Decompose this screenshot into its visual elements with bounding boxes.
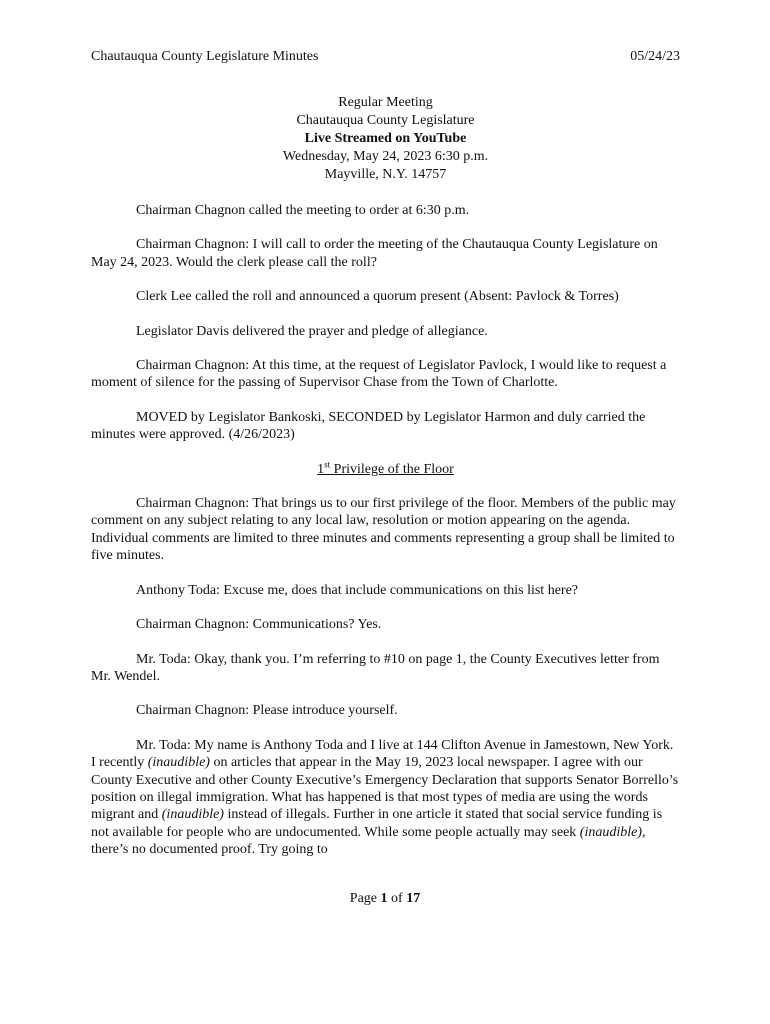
page-label: Page: [349, 891, 381, 906]
inaudible-note: (inaudible),: [579, 824, 646, 840]
text-run: there’s no documented proof. Try going to: [91, 842, 328, 858]
title-block: [91, 94, 680, 184]
paragraph: MOVED by Legislator Bankoski, SECONDED by Legislator Harmon and duly carried the minutes were approved. (4/26/2023): [91, 409, 646, 443]
section-ordinal-suffix: st: [324, 459, 331, 469]
paragraph: Chairman Chagnon: Communications? Yes.: [136, 617, 382, 633]
meeting-type: Regular Meeting: [338, 95, 433, 110]
text-run: Mr. Toda: My name is Anthony Toda and I live at 144 Clifton Avenue in Jamestown, New York. I recently: [91, 737, 674, 771]
running-header-date: 05/24/23: [630, 49, 680, 64]
paragraph: Chairman Chagnon: That brings us to our first privilege of the floor. Members of the public may comment on any subject relating to any local law, resolution or motion appearing on the agenda. Individual comments are limited to three minutes and comments representing a group shall be limited to five minutes.: [91, 496, 676, 564]
paragraph: Chairman Chagnon: I will call to order the meeting of the Chautauqua County Legislature on May 24, 2023. Would the clerk please call the roll?: [91, 237, 658, 270]
section-number: 1: [317, 461, 325, 477]
body-name: Chautauqua County Legislature: [296, 113, 475, 128]
paragraph: Clerk Lee called the roll and announced a quorum present (Absent: Pavlock & Torres): [136, 289, 619, 305]
inaudible-note: (inaudible): [147, 755, 210, 771]
text-run: instead of illegals. Further in one article it stated that social service funding is not available for people who are undocumented. While some people actually may seek: [91, 807, 663, 840]
text-run: on articles that appear in the May 19, 2023 local newspaper. I agree with our County Executive and other County Executive’s Emergency Declaration that supports Senator Borrello’s position on illegal immigration. What has happened is that most types of media are using the words migrant and: [91, 755, 679, 823]
paragraph: Legislator Davis delivered the prayer and pledge of allegiance.: [136, 323, 488, 339]
meeting-datetime: Wednesday, May 24, 2023 6:30 p.m.: [282, 149, 489, 164]
paragraph: Mr. Toda: Okay, thank you. I’m referring to #10 on page 1, the County Executives letter from Mr. Wendel.: [91, 651, 660, 684]
page-of-label: of: [387, 891, 407, 906]
minutes-body: [91, 202, 680, 876]
paragraph: Anthony Toda: Excuse me, does that include communications on this list here?: [136, 582, 579, 598]
section-heading: [91, 461, 680, 478]
meeting-location: Mayville, N.Y. 14757: [324, 167, 447, 182]
running-header-title: Chautauqua County Legislature Minutes: [91, 49, 319, 64]
page-total: 17: [406, 891, 421, 906]
paragraph: Chairman Chagnon: Please introduce yourself.: [136, 703, 398, 719]
paragraph: Chairman Chagnon: At this time, at the request of Legislator Pavlock, I would like to request a moment of silence for the passing of Supervisor Chase from the Town of Charlotte.: [91, 358, 667, 391]
page-number: 1: [380, 891, 388, 906]
page-footer: [0, 890, 770, 907]
stream-notice: Live Streamed on YouTube: [304, 131, 467, 146]
paragraph: Chairman Chagnon called the meeting to order at 6:30 p.m.: [136, 203, 470, 218]
paragraph: [91, 737, 680, 859]
inaudible-note: (inaudible): [161, 807, 224, 823]
section-title: Privilege of the Floor: [330, 461, 454, 477]
